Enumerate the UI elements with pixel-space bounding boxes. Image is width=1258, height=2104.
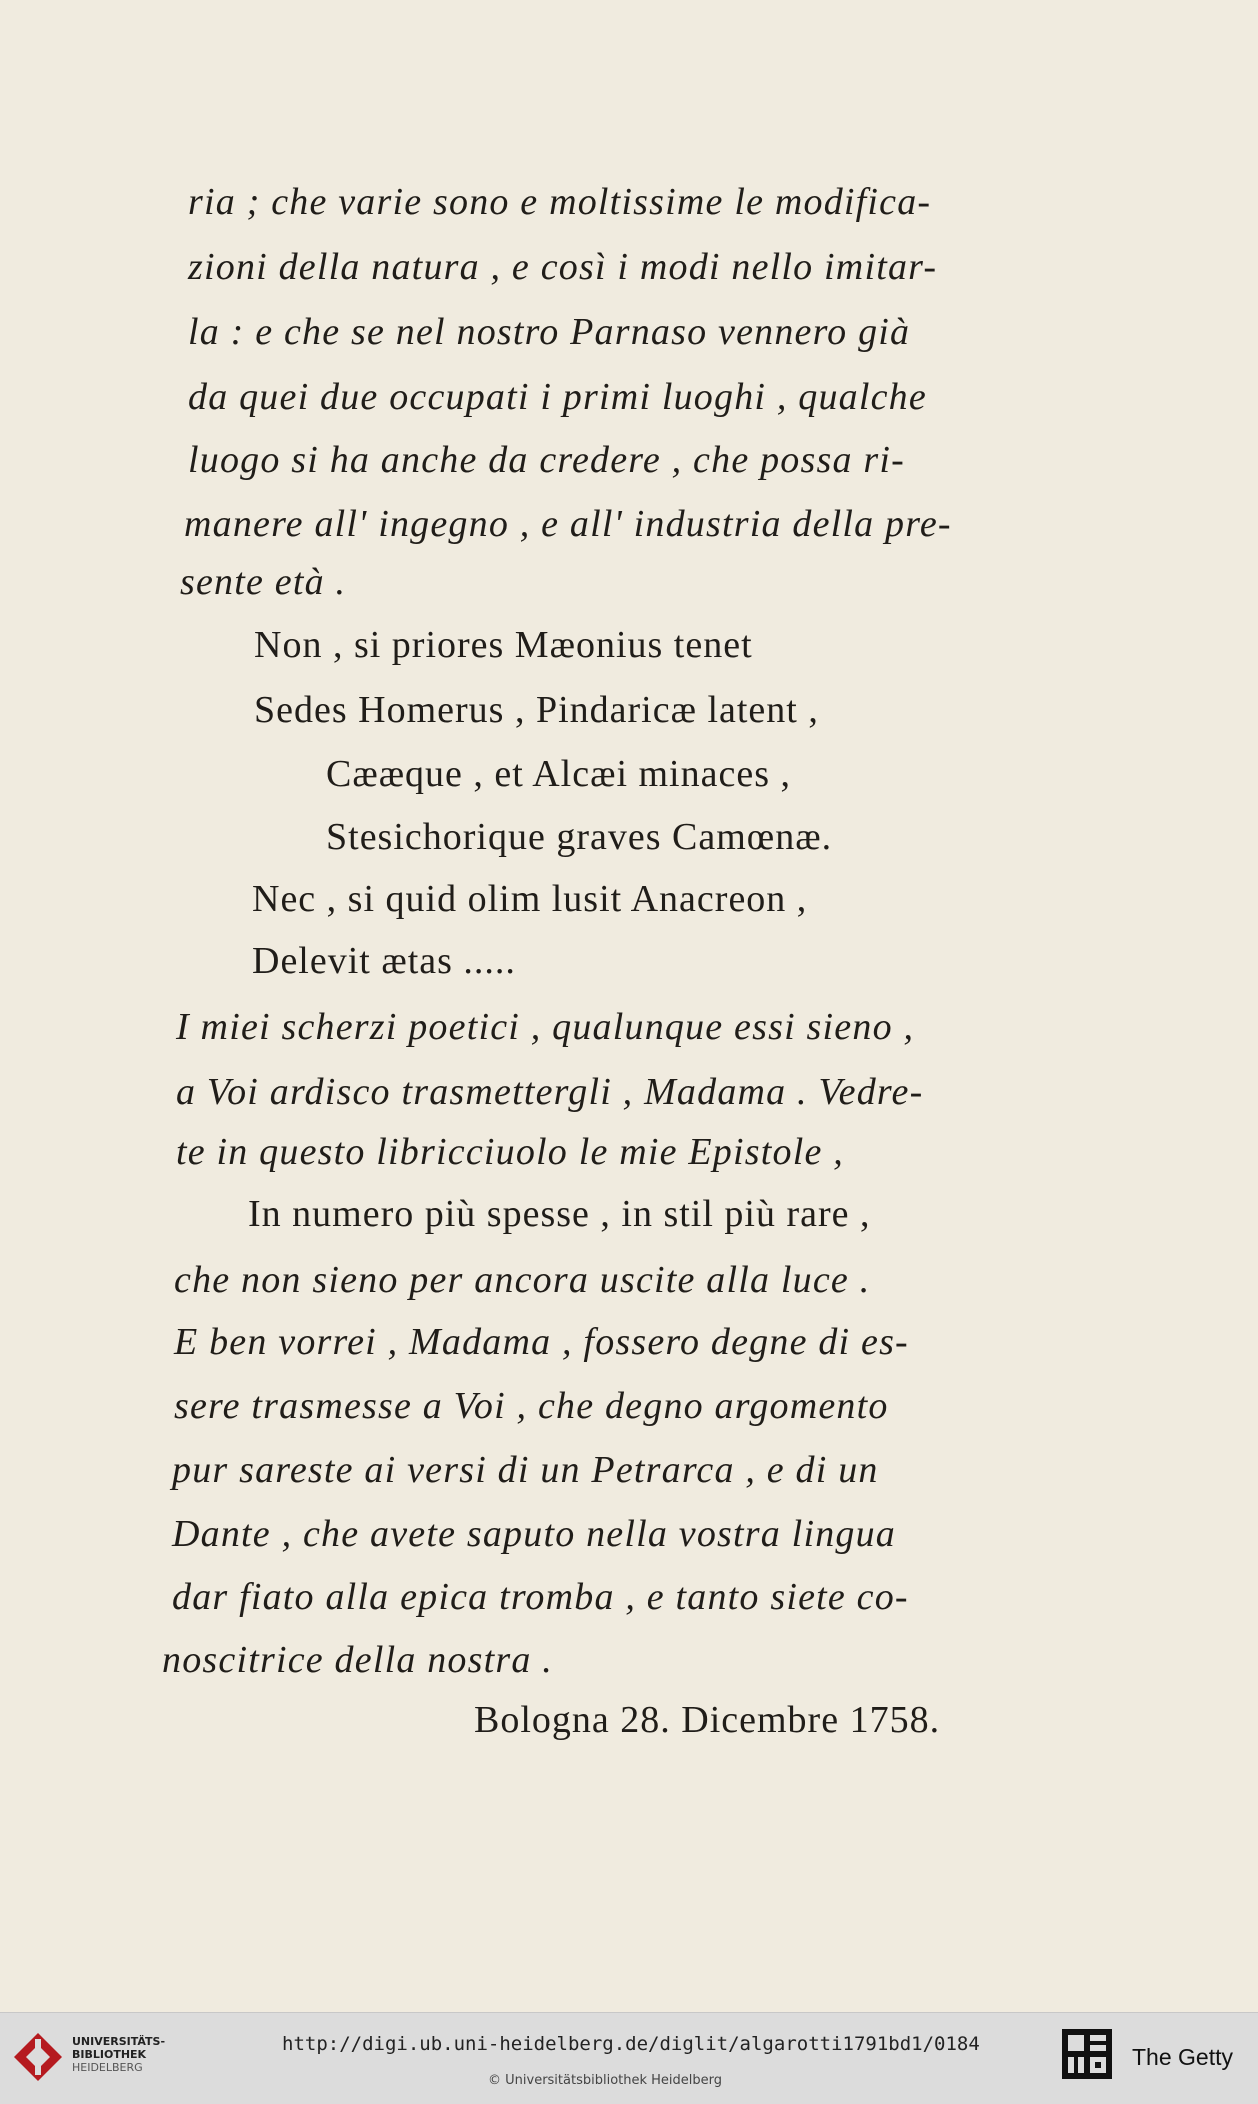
- verse-line-3: Cææque , et Alcæi minaces ,: [326, 753, 792, 795]
- text-line-13: sere trasmesse a Voi , che degno argomento: [174, 1385, 889, 1427]
- library-name-line-2: BIBLIOTHEK: [72, 2048, 147, 2061]
- text-line-11: che non sieno per ancora uscite alla luce .: [174, 1259, 871, 1301]
- library-name-line-1: UNIVERSITÄTS-: [72, 2035, 166, 2048]
- permalink-url[interactable]: http://digi.ub.uni-heidelberg.de/diglit/algarotti1791bd1/0184: [282, 2033, 980, 2055]
- text-line-14: pur sareste ai versi di un Petrarca , e di un: [172, 1449, 879, 1491]
- viewer-footer: [0, 2012, 1258, 2104]
- text-line-6: manere all' ingegno , e all' industria della pre-: [184, 503, 952, 545]
- verse-line-2: Sedes Homerus , Pindaricæ latent ,: [254, 689, 819, 731]
- text-line-3: la : e che se nel nostro Parnaso vennero già: [188, 311, 911, 353]
- text-line-7: sente età .: [180, 561, 347, 603]
- copyright-notice: © Universitätsbibliothek Heidelberg: [488, 2073, 723, 2088]
- text-line-1: ria ; che varie sono e moltissime le modifica-: [188, 181, 932, 223]
- text-line-15: Dante , che avete saputo nella vostra lingua: [172, 1513, 896, 1555]
- text-line-2: zioni della natura , e così i modi nello imitar-: [188, 246, 938, 288]
- text-line-8: I miei scherzi poetici , qualunque essi sieno ,: [176, 1006, 915, 1048]
- verse-line-4: Stesichorique graves Camœnæ.: [326, 816, 833, 858]
- text-line-5: luogo si ha anche da credere , che possa ri-: [188, 439, 905, 481]
- verse-line-5: Nec , si quid olim lusit Anacreon ,: [252, 878, 808, 920]
- quoted-verse-line: In numero più spesse , in stil più rare ,: [248, 1193, 871, 1235]
- getty-logo-icon[interactable]: [1060, 2027, 1114, 2087]
- heidelberg-library-logo-icon[interactable]: [12, 2031, 64, 2083]
- text-line-17: noscitrice della nostra .: [162, 1639, 553, 1681]
- verse-line-6: Delevit ætas .....: [252, 940, 516, 982]
- text-line-9: a Voi ardisco trasmettergli , Madama . Vedre-: [176, 1071, 924, 1113]
- text-line-12: E ben vorrei , Madama , fossero degne di es-: [174, 1321, 909, 1363]
- library-name: [72, 2035, 182, 2074]
- partner-name: The Getty: [1132, 2044, 1233, 2070]
- text-line-16: dar fiato alla epica tromba , e tanto siete co-: [172, 1576, 909, 1618]
- library-name-line-3: HEIDELBERG: [72, 2061, 143, 2074]
- text-line-10: te in questo libricciuolo le mie Epistole ,: [176, 1131, 844, 1173]
- date-line: Bologna 28. Dicembre 1758.: [474, 1699, 941, 1741]
- verse-line-1: Non , si priores Mæonius tenet: [254, 624, 753, 666]
- text-line-4: da quei due occupati i primi luoghi , qualche: [188, 376, 927, 418]
